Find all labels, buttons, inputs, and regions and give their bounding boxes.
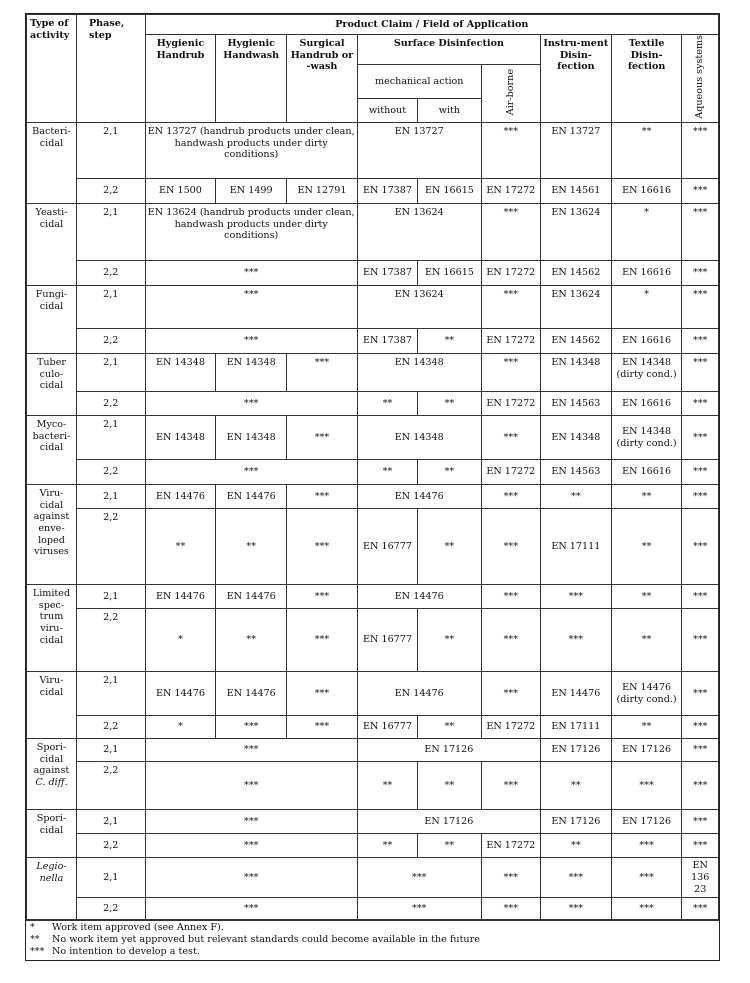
phase-cell: 2,1 [76, 204, 145, 261]
cell: EN 17126 [611, 739, 682, 762]
cell: EN 17111 [540, 716, 611, 739]
phase-cell: 2,2 [76, 460, 145, 485]
cell: EN 17387 [357, 329, 417, 354]
cell: *** [682, 261, 719, 286]
phase-cell: 2,2 [76, 392, 145, 416]
table-row [27, 716, 719, 739]
header-phase-step: Phase, step [76, 15, 145, 123]
cell: *** [682, 509, 719, 585]
cdiff-label: C. diff. [35, 777, 68, 789]
cell: ** [216, 609, 287, 672]
cell: *** [287, 416, 358, 460]
cell: EN 14476 [216, 585, 287, 609]
cell: EN 16616 [611, 261, 682, 286]
cell: EN 16615 [418, 179, 481, 204]
phase-cell: 2,2 [76, 609, 145, 672]
table-row [27, 123, 719, 179]
cell: *** [611, 858, 682, 898]
table-row [27, 179, 719, 204]
cell: ** [418, 834, 481, 858]
footnote: *** No intention to develop a test. [30, 946, 200, 958]
cell: EN 13624 [357, 204, 481, 261]
cell: ** [540, 834, 611, 858]
phase-cell: 2,1 [76, 286, 145, 329]
header-hygienic-handwash: Hygienic Handwash [216, 35, 287, 123]
cell: ** [540, 762, 611, 810]
cell: EN 13624 [540, 204, 611, 261]
table-row [27, 739, 719, 762]
cell: EN 14348 [540, 354, 611, 392]
cell: *** [287, 485, 358, 509]
cell: ** [611, 123, 682, 179]
header-with: with [418, 99, 481, 123]
activity-sporicidal-cdiff: Spori-cidal against C. diff. [27, 739, 77, 810]
phase-cell: 2,2 [76, 329, 145, 354]
cell: EN 14348 [216, 416, 287, 460]
header-aqueous-systems: Aqueous systems [682, 35, 719, 123]
header-hygienic-handrub: Hygienic Handrub [145, 35, 216, 123]
table-row [27, 460, 719, 485]
header-instrument-disinfection: Instru-ment Disin-fection [540, 35, 611, 123]
cell: EN 16616 [611, 460, 682, 485]
cell: EN 14476 [540, 672, 611, 716]
cell: *** [682, 392, 719, 416]
document-page [25, 13, 720, 961]
cell: *** [611, 762, 682, 810]
cell: *** [682, 354, 719, 392]
table-row [27, 834, 719, 858]
cell: EN 17126 [540, 739, 611, 762]
cell: *** [481, 485, 540, 509]
cell: EN 17126 [540, 810, 611, 834]
activity-virucidal-enveloped: Viru-cidal against enve-loped viruses [27, 485, 77, 585]
cell: EN 1499 [216, 179, 287, 204]
cell: EN 17272 [481, 460, 540, 485]
cell: *** [682, 204, 719, 261]
cell: *** [145, 858, 357, 898]
phase-cell: 2,2 [76, 898, 145, 921]
cell: EN 12791 [287, 179, 358, 204]
cell: *** [682, 834, 719, 858]
activity-legionella: Legio-nella [27, 858, 77, 921]
table-row [27, 858, 719, 898]
cell: *** [145, 392, 357, 416]
cell: *** [481, 609, 540, 672]
cell: *** [540, 609, 611, 672]
phase-cell: 2,1 [76, 354, 145, 392]
cell: EN 17387 [357, 261, 417, 286]
cell: *** [145, 898, 357, 921]
cell: *** [287, 716, 358, 739]
cell: EN 17111 [540, 509, 611, 585]
cell: EN 16616 [611, 329, 682, 354]
cell: ** [418, 716, 481, 739]
cell: *** [481, 416, 540, 460]
cell: *** [145, 329, 357, 354]
cell: EN 14476 [216, 485, 287, 509]
cell: *** [540, 898, 611, 921]
table-row [27, 485, 719, 509]
cell: EN 13727 [357, 123, 481, 179]
activity-virucidal: Viru-cidal [27, 672, 77, 739]
footnote: ** No work item yet approved but relevant standards could become available in the future [30, 934, 480, 946]
activity-tuberculocidal: Tuber culo-cidal [27, 354, 77, 416]
cell: *** [145, 834, 357, 858]
header-type-of-activity: Type of activity [27, 15, 77, 123]
cell: * [611, 204, 682, 261]
cell: ** [357, 392, 417, 416]
cell: EN 14348 [357, 354, 481, 392]
phase-cell: 2,2 [76, 716, 145, 739]
cell: EN 17126 [611, 810, 682, 834]
cell: *** [481, 898, 540, 921]
header-surgical: Surgical Handrub or -wash [287, 35, 358, 123]
cell: ** [145, 509, 216, 585]
header-airborne: Air-borne [481, 65, 540, 123]
footnote: * Work item approved (see Annex F). [30, 922, 224, 933]
cell: *** [682, 123, 719, 179]
cell: *** [682, 898, 719, 921]
cell: ** [611, 509, 682, 585]
cell: *** [540, 585, 611, 609]
cell: *** [481, 672, 540, 716]
table-row [27, 416, 719, 460]
cell: EN 14348 [145, 416, 216, 460]
cell: EN 14476 [145, 485, 216, 509]
phase-cell: 2,1 [76, 485, 145, 509]
activity-yeasticidal: Yeasti-cidal [27, 204, 77, 286]
table-row [27, 392, 719, 416]
cell: *** [611, 834, 682, 858]
cell: *** [145, 460, 357, 485]
activity-limited-spectrum-virucidal: Limited spec-trum viru-cidal [27, 585, 77, 672]
cell: *** [682, 672, 719, 716]
cell: ** [611, 585, 682, 609]
phase-cell: 2,2 [76, 179, 145, 204]
cell: ** [418, 509, 481, 585]
cell: ** [611, 716, 682, 739]
cell: EN 17126 [357, 739, 540, 762]
cell: ** [611, 609, 682, 672]
header-product-claim: Product Claim / Field of Application [145, 15, 718, 35]
phase-cell: 2,2 [76, 834, 145, 858]
cell: *** [682, 329, 719, 354]
cell: EN 17272 [481, 261, 540, 286]
phase-cell: 2,1 [76, 585, 145, 609]
cell: EN 13624 [540, 286, 611, 329]
cell: EN 16777 [357, 509, 417, 585]
cell: *** [145, 739, 357, 762]
cell: EN 14348 (dirty cond.) [611, 354, 682, 392]
cell: EN 13624 (handrub products under clean, handwash products under dirty conditions) [145, 204, 357, 261]
cell: EN 16615 [418, 261, 481, 286]
cell: EN 17387 [357, 179, 417, 204]
cell: *** [145, 762, 357, 810]
cell: EN 14348 [357, 416, 481, 460]
cell: ** [357, 834, 417, 858]
table-row [27, 898, 719, 921]
cell: EN 17272 [481, 179, 540, 204]
cell: *** [481, 762, 540, 810]
cell: *** [481, 286, 540, 329]
cell: *** [145, 810, 357, 834]
cell: * [145, 716, 216, 739]
cell: EN 16777 [357, 609, 417, 672]
phase-cell: 2,2 [76, 762, 145, 810]
cell: EN 14348 [540, 416, 611, 460]
phase-cell: 2,1 [76, 123, 145, 179]
header-mechanical-action: mechanical action [357, 65, 481, 99]
table-row [27, 509, 719, 585]
cell: EN 14476 [357, 485, 481, 509]
table-row [27, 354, 719, 392]
cell: EN 17126 [357, 810, 540, 834]
activity-fungicidal: Fungi-cidal [27, 286, 77, 354]
cell: *** [287, 354, 358, 392]
cell: *** [682, 179, 719, 204]
cell: * [145, 609, 216, 672]
cell: *** [682, 716, 719, 739]
cell: EN 14476 [357, 585, 481, 609]
cell: *** [145, 261, 357, 286]
cell: *** [481, 509, 540, 585]
cell: ** [418, 460, 481, 485]
header-without: without [357, 99, 417, 123]
cell: EN 13624 [357, 286, 481, 329]
cell: *** [481, 123, 540, 179]
cell: EN 14348 [216, 354, 287, 392]
table-row [27, 286, 719, 329]
cell: *** [145, 286, 357, 329]
cell: ** [611, 485, 682, 509]
cell: *** [682, 416, 719, 460]
cell: EN 14476 [216, 672, 287, 716]
table-row [27, 672, 719, 716]
cell: *** [287, 609, 358, 672]
cell: *** [357, 898, 481, 921]
cell: EN 16616 [611, 392, 682, 416]
cell: *** [682, 810, 719, 834]
cell: * [611, 286, 682, 329]
cell: EN 14562 [540, 329, 611, 354]
cell: EN 16616 [611, 179, 682, 204]
cell: ** [418, 392, 481, 416]
cell: *** [287, 585, 358, 609]
cell: ** [357, 762, 417, 810]
cell: *** [287, 672, 358, 716]
phase-cell: 2,1 [76, 672, 145, 716]
table-row [27, 762, 719, 810]
footnotes [26, 919, 719, 960]
header-surface-disinfection: Surface Disinfection [357, 35, 540, 65]
activity-sporicidal: Spori-cidal [27, 810, 77, 858]
activity-bactericidal: Bacteri-cidal [27, 123, 77, 204]
table-row [27, 810, 719, 834]
cell: *** [682, 762, 719, 810]
cell: *** [481, 354, 540, 392]
cell: EN 14562 [540, 261, 611, 286]
cell: EN 13727 [540, 123, 611, 179]
phase-cell: 2,1 [76, 858, 145, 898]
cell: *** [682, 485, 719, 509]
table-row [27, 585, 719, 609]
phase-cell: 2,1 [76, 810, 145, 834]
cell: *** [481, 204, 540, 261]
phase-cell: 2,1 [76, 416, 145, 460]
cell: EN 1500 [145, 179, 216, 204]
cell: ** [357, 460, 417, 485]
cell: EN 14563 [540, 460, 611, 485]
cell: *** [611, 898, 682, 921]
cell: ** [216, 509, 287, 585]
cell: *** [540, 858, 611, 898]
cell: *** [481, 858, 540, 898]
cell: EN 14476 [357, 672, 481, 716]
cell: *** [287, 509, 358, 585]
cell: EN 14563 [540, 392, 611, 416]
cell: *** [682, 585, 719, 609]
cell: EN 14476 (dirty cond.) [611, 672, 682, 716]
cell: EN 136 23 [682, 858, 719, 898]
activity-mycobactericidal: Myco-bacteri-cidal [27, 416, 77, 485]
cell: EN 17272 [481, 329, 540, 354]
table-row [27, 609, 719, 672]
cell: ** [418, 609, 481, 672]
cell: *** [216, 716, 287, 739]
cell: EN 17272 [481, 716, 540, 739]
cell: *** [682, 609, 719, 672]
cell: ** [418, 762, 481, 810]
table-row [27, 261, 719, 286]
phase-cell: 2,2 [76, 509, 145, 585]
cell: EN 14561 [540, 179, 611, 204]
table-row [27, 204, 719, 261]
phase-cell: 2,1 [76, 739, 145, 762]
header-textile-disinfection: Textile Disin-fection [611, 35, 682, 123]
cell: EN 14476 [145, 672, 216, 716]
cell: *** [357, 858, 481, 898]
cell: EN 14348 [145, 354, 216, 392]
standards-table [26, 14, 719, 921]
cell: *** [682, 739, 719, 762]
cell: ** [418, 329, 481, 354]
cell: ** [540, 485, 611, 509]
cell: *** [682, 460, 719, 485]
cell: EN 13727 (handrub products under clean, handwash products under dirty conditions) [145, 123, 357, 179]
cell: EN 14348 (dirty cond.) [611, 416, 682, 460]
cell: EN 14476 [145, 585, 216, 609]
cell: EN 17272 [481, 392, 540, 416]
cell: *** [682, 286, 719, 329]
cell: EN 16777 [357, 716, 417, 739]
cell: EN 17272 [481, 834, 540, 858]
phase-cell: 2,2 [76, 261, 145, 286]
table-row [27, 329, 719, 354]
cell: *** [481, 585, 540, 609]
